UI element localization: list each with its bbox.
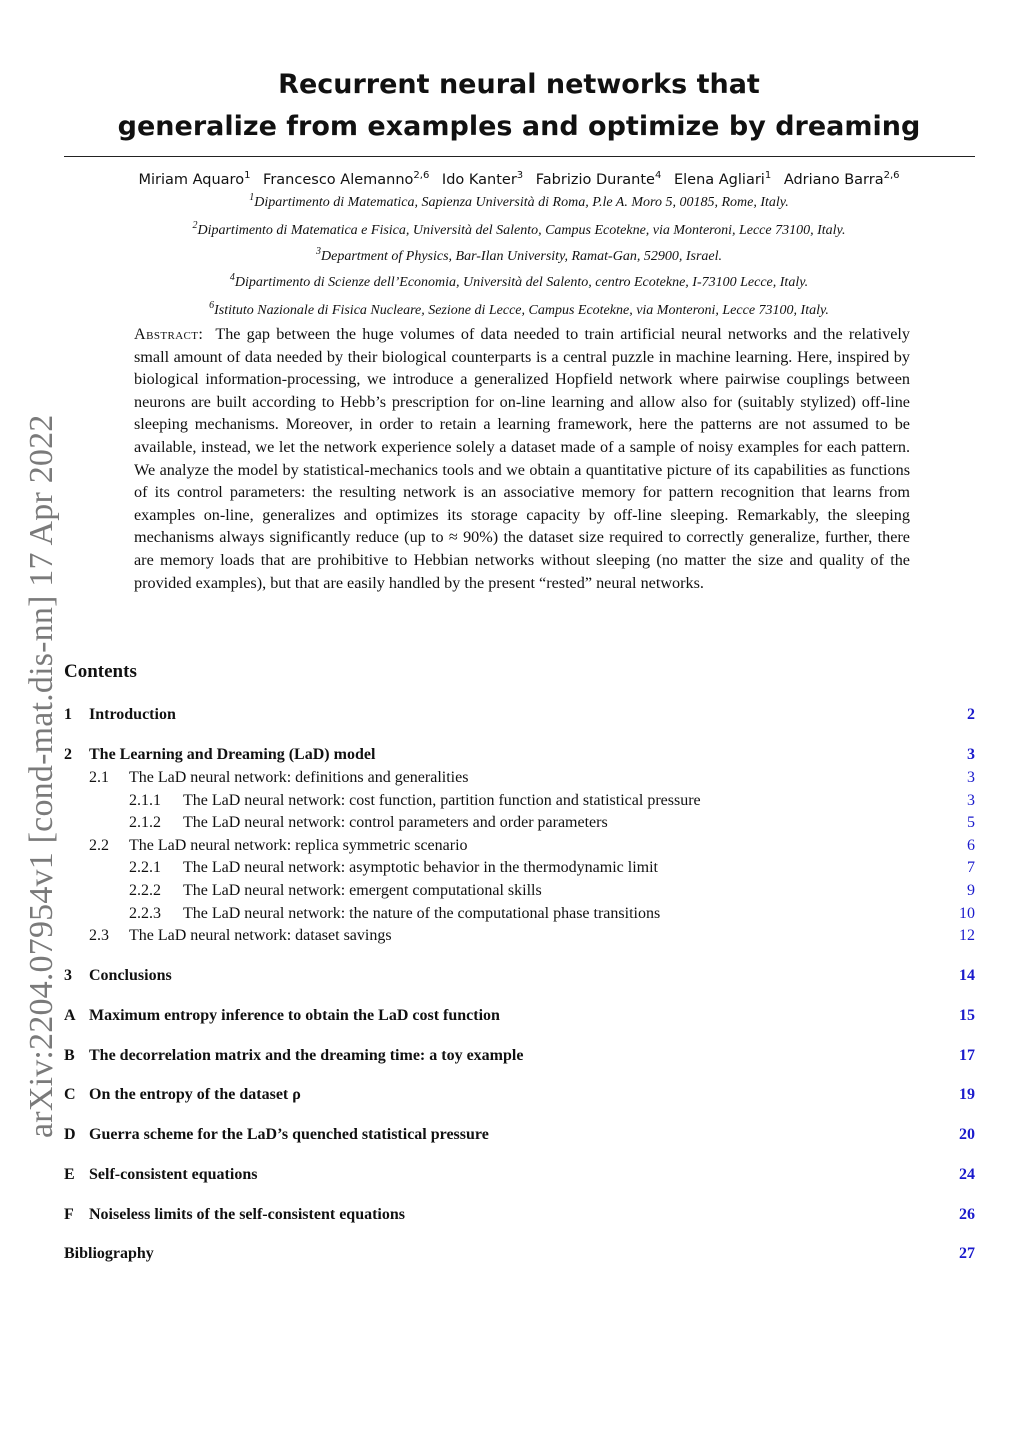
toc-entry-number: 2.1.1 (129, 792, 161, 809)
affiliation: $^2$Dipartimento di Matematica e Fisica, Università del Salento, Campus Ecotekne, via Monteroni, Lecce 73100, Italy. (192, 220, 846, 238)
toc-entry[interactable] (64, 790, 975, 812)
toc-entry-number: 2.1 (89, 769, 109, 786)
toc-entry-title[interactable]: The LaD neural network: asymptotic behavior in the thermodynamic limit (183, 859, 658, 876)
abstract (134, 323, 910, 594)
toc-entry-title[interactable]: Bibliography (64, 1245, 154, 1262)
author: Ido Kanter$^3$ (441, 170, 524, 188)
toc-entry-page-link[interactable]: 15 (959, 1007, 975, 1024)
toc-entry-title[interactable]: The LaD neural network: replica symmetric scenario (129, 837, 468, 854)
toc-entry-number: C (64, 1086, 76, 1103)
toc-entry[interactable] (64, 965, 975, 987)
toc-entry-number: A (64, 1007, 76, 1024)
toc-entry-number: F (64, 1206, 74, 1223)
toc-entry-number: D (64, 1126, 76, 1143)
author: Francesco Alemanno$^{2,6}$ (263, 170, 430, 188)
toc-entry-number: 1 (64, 706, 72, 723)
toc-entry-title[interactable]: The LaD neural network: dataset savings (129, 927, 392, 944)
toc-entry-number: E (64, 1166, 75, 1183)
toc-entry-page-link[interactable]: 9 (967, 882, 975, 899)
toc-entry-title[interactable]: Conclusions (89, 967, 172, 984)
toc-entry-number: 2.3 (89, 927, 109, 944)
toc-entry-number: 2.2.2 (129, 882, 161, 899)
toc-entry-page-link[interactable]: 7 (967, 859, 975, 876)
toc-entry-number: B (64, 1047, 75, 1064)
toc-entry-page-link[interactable]: 20 (959, 1126, 975, 1143)
toc-entry-title[interactable]: Noiseless limits of the self-consistent equations (89, 1206, 405, 1223)
author: Miriam Aquaro$^1$ (138, 170, 251, 188)
toc-entry-number: 2.2.3 (129, 905, 161, 922)
affiliation: $^4$Dipartimento di Scienze dell’Economia, Università del Salento, centro Ecotekne, I-73100 Lecce, Italy. (229, 272, 809, 290)
toc-entry[interactable] (64, 1124, 975, 1146)
arxiv-identifier-stamp: arXiv:2204.07954v1 [cond-mat.dis-nn] 17 Apr 2022 (23, 414, 60, 1138)
toc-entry[interactable] (64, 1084, 975, 1106)
toc-entry-title[interactable]: Guerra scheme for the LaD’s quenched statistical pressure (89, 1126, 489, 1143)
toc-entry[interactable] (64, 1164, 975, 1186)
toc-entry-title[interactable]: The LaD neural network: cost function, partition function and statistical pressure (183, 792, 701, 809)
author-list (64, 172, 974, 188)
toc-entry-page-link[interactable]: 26 (959, 1206, 975, 1223)
toc-entry-number: 2.2 (89, 837, 109, 854)
toc-entry-title[interactable]: Maximum entropy inference to obtain the LaD cost function (89, 1007, 500, 1024)
toc-entry-title[interactable]: The Learning and Dreaming (LaD) model (89, 746, 376, 763)
toc-entry-title[interactable]: The LaD neural network: definitions and generalities (129, 769, 469, 786)
toc-entry-page-link[interactable]: 12 (959, 927, 975, 944)
title-divider (64, 156, 975, 157)
toc-entry-number: 2 (64, 746, 72, 763)
abstract-label: Abstract: (134, 325, 204, 343)
toc-entry-page-link[interactable]: 19 (959, 1086, 975, 1103)
toc-entry[interactable] (64, 744, 975, 766)
toc-entry[interactable] (64, 1005, 975, 1027)
toc-entry-number: 2.2.1 (129, 859, 161, 876)
toc-entry[interactable] (64, 767, 975, 789)
affiliation: $^6$Istituto Nazionale di Fisica Nucleare, Sezione di Lecce, Campus Ecotekne, via Monteroni, Lecce 73100, Italy. (209, 300, 829, 318)
toc-entry-title[interactable]: On the entropy of the dataset ρ (89, 1086, 301, 1103)
toc-entry-title[interactable]: The LaD neural network: control parameters and order parameters (183, 814, 608, 831)
author: Adriano Barra$^{2,6}$ (783, 170, 900, 188)
toc-entry[interactable] (64, 925, 975, 947)
toc-entry-page-link[interactable]: 6 (967, 837, 975, 854)
toc-entry[interactable] (64, 704, 975, 726)
abstract-text: The gap between the huge volumes of data needed to train artificial neural networks and the relatively small amount of data needed by their biological counterparts is a central puzzle in machine learning. Here, inspired by biological information-processing, we introduce a generalized Hopfield network where pairwise couplings between neurons are built according to Hebb’s prescription for on-line learning and allow also for (suitably stylized) off-line sleeping mechanisms. Moreover, in order to retain a learning framework, here the patterns are not assumed to be available, instead, we let the network experience solely a dataset made of a sample of noisy examples for each pattern. We analyze the model by statistical-mechanics tools and we obtain a quantitative picture of its capabilities as functions of its control parameters: the resulting network is an associative memory for pattern recognition that learns from examples on-line, generalizes and optimizes its storage capacity by off-line sleeping. Remarkably, the sleeping mechanisms always significantly reduce (up to ≈ 90%) the dataset size required to correctly generalize, further, there are memory loads that are prohibitive to Hebbian networks without sleeping (no matter the size and quality of the provided examples), but that are easily handled by the present “rested” neural networks. (134, 325, 910, 592)
toc-entry-page-link[interactable]: 27 (959, 1245, 975, 1262)
toc-entry-number: 2.1.2 (129, 814, 161, 831)
toc-entry[interactable] (64, 835, 975, 857)
author: Elena Agliari$^1$ (673, 170, 772, 188)
toc-entry-title[interactable]: Introduction (89, 706, 176, 723)
contents-heading: Contents (64, 661, 137, 682)
toc-entry-number: 3 (64, 967, 72, 984)
toc-entry-title[interactable]: Self-consistent equations (89, 1166, 258, 1183)
author: Fabrizio Durante$^4$ (535, 170, 662, 188)
affiliation: $^3$Department of Physics, Bar-Ilan University, Ramat-Gan, 52900, Israel. (316, 246, 722, 264)
toc-entry-page-link[interactable]: 10 (959, 905, 975, 922)
toc-entry-page-link[interactable]: 3 (967, 769, 975, 786)
toc-entry[interactable] (64, 1243, 975, 1265)
paper-title (64, 64, 974, 148)
toc-entry-page-link[interactable]: 24 (959, 1166, 975, 1183)
toc-entry[interactable] (64, 880, 975, 902)
toc-entry[interactable] (64, 1204, 975, 1226)
title-line-2: generalize from examples and optimize by dreaming (117, 111, 921, 142)
toc-entry-title[interactable]: The decorrelation matrix and the dreaming time: a toy example (89, 1047, 524, 1064)
toc-entry-title[interactable]: The LaD neural network: the nature of the computational phase transitions (183, 905, 661, 922)
title-line-1: Recurrent neural networks that (278, 69, 760, 100)
toc-entry-page-link[interactable]: 14 (959, 967, 975, 984)
toc-entry[interactable] (64, 812, 975, 834)
toc-entry[interactable] (64, 857, 975, 879)
toc-entry[interactable] (64, 903, 975, 925)
toc-entry[interactable] (64, 1045, 975, 1067)
toc-entry-page-link[interactable]: 5 (967, 814, 975, 831)
toc-entry-page-link[interactable]: 3 (967, 746, 975, 763)
affiliation: $^1$Dipartimento di Matematica, Sapienza Università di Roma, P.le A. Moro 5, 00185, Rome, Italy. (249, 192, 789, 210)
toc-entry-page-link[interactable]: 17 (959, 1047, 975, 1064)
toc-entry-page-link[interactable]: 3 (967, 792, 975, 809)
toc-entry-title[interactable]: The LaD neural network: emergent computational skills (183, 882, 542, 899)
toc-entry-page-link[interactable]: 2 (967, 706, 975, 723)
